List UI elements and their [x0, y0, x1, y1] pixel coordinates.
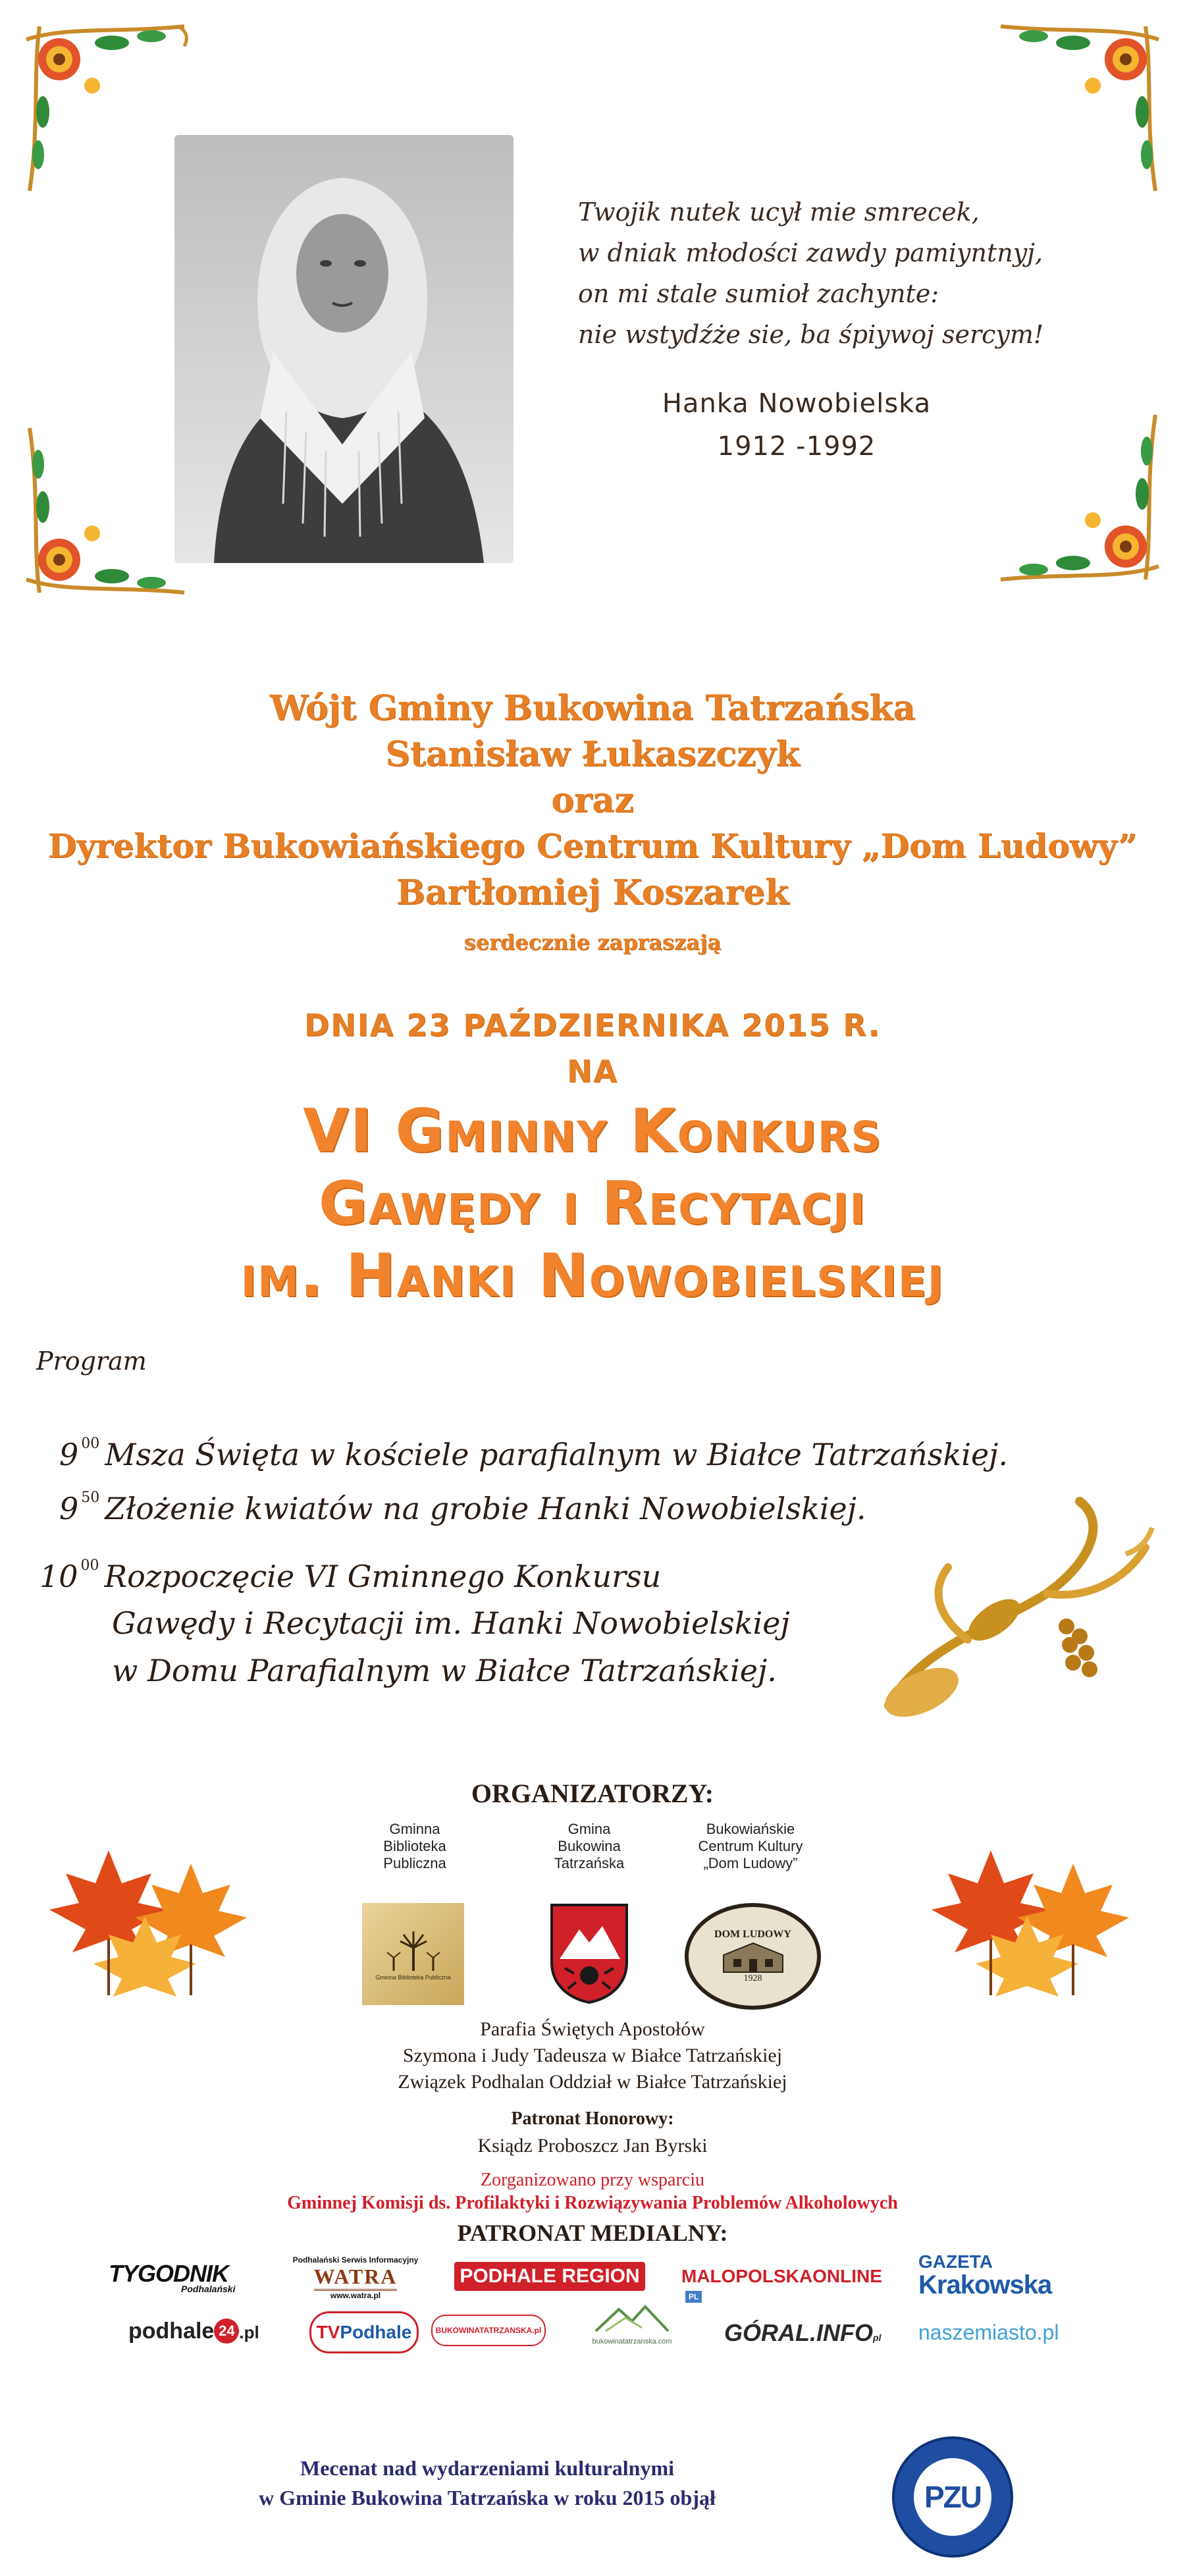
event-title-line-1: VI Gminny Konkurs	[303, 1096, 882, 1166]
media-heading: PATRONAT MEDIALNY:	[457, 2220, 728, 2246]
program-heading: Program	[36, 1347, 147, 1376]
org2-label-1: Gmina	[567, 1821, 611, 1837]
program-item-3-hour: 10	[40, 1559, 78, 1594]
org3-label-3: „Dom Ludowy”	[703, 1855, 798, 1871]
program-item-2-text: Złożenie kwiatów na grobie Hanki Nowobielskiej.	[105, 1491, 866, 1526]
program-item-1	[59, 1436, 1008, 1472]
malopolska-text: MALOPOLSKAONLINE	[681, 2266, 882, 2286]
support-line-1: Zorganizowano przy wsparciu	[480, 2170, 705, 2190]
org3-label-1: Bukowiańskie	[706, 1821, 795, 1837]
program-item-1-hour: 9	[59, 1437, 79, 1472]
poem-line-1: Twojik nutek ucył mie smrecek,	[578, 198, 980, 227]
pzu-logo-inner	[914, 2458, 991, 2536]
patronage-heading: Patronat Honorowy:	[511, 2108, 674, 2129]
mountains-icon	[592, 2301, 672, 2334]
program-item-1-text: Msza Święta w kościele parafialnym w Białce Tatrzańskiej.	[105, 1437, 1009, 1472]
program-item-3-cont-2: w Domu Parafialnym w Białce Tatrzańskiej.	[112, 1653, 777, 1688]
event-date: DNIA 23 PAŹDZIERNIKA 2015 R.	[303, 1007, 882, 1043]
corner-ornament-bottom-right-icon	[974, 395, 1172, 593]
invitation-line-5: Bartłomiej Koszarek	[396, 872, 789, 913]
program-item-3-minute: 00	[80, 1557, 99, 1574]
org3-label	[678, 1821, 823, 1872]
org2-label	[517, 1821, 662, 1872]
gazeta-krakowska-logo	[918, 2252, 1076, 2305]
podhale24-text-a: podhale	[128, 2319, 215, 2344]
program-item-2	[59, 1489, 866, 1526]
tygodnik-podhalanski-logo	[109, 2260, 240, 2296]
poem-line-3: on mi stale sumioł zachynte:	[578, 279, 939, 308]
dom-ludowy-logo-text: DOM LUDOWY	[714, 1929, 791, 1940]
poem-line-2: w dniak młodości zawdy pamiyntnyj,	[578, 238, 1043, 267]
tygodnik-sub-text: Podhalański	[181, 2284, 236, 2294]
patronage-name: Ksiądz Proboszcz Jan Byrski	[477, 2135, 708, 2157]
other-org-line-1: Parafia Świętych Apostołów	[480, 2018, 705, 2040]
palm-tree-icon	[381, 1928, 446, 1974]
autumn-leaves-right-icon	[928, 1837, 1146, 2002]
program-item-3-cont-1: Gawędy i Recytacji im. Hanki Nowobielskiej	[112, 1605, 790, 1641]
library-logo-text: Gminna Biblioteka Publiczna	[375, 1973, 451, 1981]
golden-floral-ornament-icon	[849, 1495, 1159, 1738]
goral-text: GÓRAL.INFO	[724, 2319, 873, 2346]
other-org-line-2: Szymona i Judy Tadeusza w Białce Tatrzańskiej	[402, 2045, 783, 2066]
goral-pl-text: pl	[872, 2332, 882, 2343]
dom-ludowy-logo	[685, 1903, 821, 2010]
autumn-leaves-left-icon	[46, 1837, 263, 2002]
tygodnik-text: TYGODNIK	[109, 2260, 229, 2287]
bukowina-com-text: bukowinatatrzanska.com	[592, 2338, 672, 2346]
podhale-region-logo: PODHALE REGION	[454, 2262, 645, 2291]
event-date-na: NA	[566, 1054, 619, 1089]
support-line-2: Gminnej Komisji ds. Profilaktyki i Rozwiązywania Problemów Alkoholowych	[287, 2193, 898, 2213]
program-item-2-minute: 50	[81, 1489, 100, 1506]
naszemiasto-logo: naszemiasto.pl	[918, 2321, 1059, 2344]
watra-url-text: www.watra.pl	[330, 2291, 381, 2300]
invitation-line-6: serdecznie zapraszają	[463, 930, 722, 955]
program-item-2-hour: 9	[59, 1491, 79, 1526]
pzu-logo-text: PZU	[924, 2480, 981, 2514]
org2-label-2: Bukowina	[558, 1838, 621, 1854]
org3-label-2: Centrum Kultury	[698, 1838, 803, 1854]
program-item-3-text: Rozpoczęcie VI Gminnego Konkursu	[104, 1559, 662, 1594]
poem-years: 1912 -1992	[717, 431, 876, 462]
corner-ornament-top-right-icon	[974, 13, 1172, 211]
invitation-line-2: Stanisław Łukaszczyk	[385, 734, 800, 774]
invitation-line-3: oraz	[551, 780, 634, 820]
program-item-3	[40, 1557, 661, 1594]
org1-label-3: Publiczna	[383, 1855, 446, 1871]
house-icon	[717, 1941, 789, 1973]
event-title-line-3: im. Hanki Nowobielskiej	[240, 1241, 945, 1310]
portrait-photo	[174, 135, 514, 563]
podhale24-text-c: .pl	[239, 2322, 259, 2342]
organizers-heading: ORGANIZATORZY:	[471, 1779, 714, 1808]
event-title-line-2: Gawędy i Recytacji	[319, 1169, 866, 1238]
program-item-1-minute: 00	[81, 1436, 100, 1452]
krakowska-text: Krakowska	[918, 2270, 1052, 2299]
dom-ludowy-logo-year: 1928	[743, 1973, 762, 1983]
watra-logo	[273, 2255, 438, 2301]
watra-text: WATRA	[314, 2265, 398, 2291]
poem-line-4: nie wstydźże sie, ba śpiywoj sercym!	[578, 320, 1044, 349]
invitation-line-4: Dyrektor Bukowiańskiego Centrum Kultury „Dom Ludowy”	[47, 826, 1138, 865]
invitation-line-1: Wójt Gminy Bukowina Tatrzańska	[269, 688, 916, 728]
bukowinatatrzanska-com-logo	[573, 2301, 691, 2354]
org2-label-3: Tatrzańska	[554, 1855, 625, 1871]
org1-label	[342, 1821, 487, 1872]
malopolska-online-logo	[681, 2262, 885, 2301]
tvpodhale-text-a: TV	[316, 2322, 340, 2342]
sponsor-line-1: Mecenat nad wydarzeniami kulturalnymi	[300, 2456, 674, 2480]
poem-author: Hanka Nowobielska	[662, 389, 932, 419]
sponsor-line-2: w Gminie Bukowina Tatrzańska w roku 2015 objął	[259, 2486, 716, 2509]
malopolska-pl-text: PL	[685, 2291, 702, 2303]
watra-top-text: Podhalański Serwis Informacyjny	[292, 2255, 419, 2265]
goral-info-logo	[724, 2315, 882, 2351]
org1-label-1: Gminna	[389, 1821, 440, 1837]
gmina-coat-of-arms-icon	[546, 1900, 632, 2005]
org1-label-2: Biblioteka	[383, 1838, 446, 1854]
bukowinatatrzanska-pl-logo: BUKOWINATATRZANSKA.pl	[431, 2315, 546, 2346]
podhale24-logo	[128, 2315, 260, 2348]
other-org-line-3: Związek Podhalan Oddział w Białce Tatrzańskiej	[398, 2071, 787, 2093]
tvpodhale-text-b: Podhale	[340, 2322, 412, 2342]
library-logo	[362, 1903, 464, 2005]
pzu-logo	[892, 2436, 1013, 2558]
podhale24-text-b: 24	[214, 2319, 239, 2344]
tvpodhale-logo	[309, 2311, 419, 2353]
gazeta-text: GAZETA	[918, 2251, 993, 2272]
